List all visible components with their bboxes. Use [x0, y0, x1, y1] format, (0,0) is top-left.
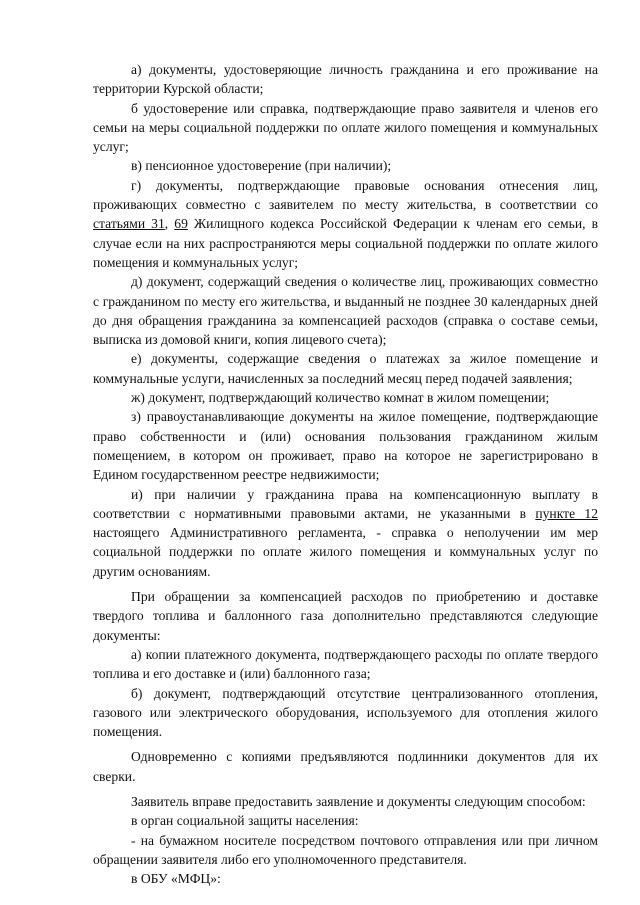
paragraph-submission-methods: Заявитель вправе предоставить заявление и документы следующим способом:	[131, 793, 586, 809]
paragraph-i-text-end: настоящего Административного регламента, - справка о неполучении им мер социальной поддержки по оплате жилого помещения и коммунальных услуг по другим основаниям.	[93, 525, 598, 579]
paragraph-zh-rooms-count: ж) документ, подтверждающий количество комнат в жилом помещении;	[131, 390, 550, 406]
document-body	[93, 60, 598, 888]
paragraph-a-payment-document: а) копии платежного документа, подтверждающего расходы по оплате твердого топлива и его доставке и (или) баллонного газа;	[93, 646, 598, 682]
paragraph-b-certificate: б удостоверение или справка, подтверждающие право заявителя и членов его семьи на меры социальной поддержки по оплате жилого помещения и коммунальных услуг;	[93, 100, 598, 155]
paragraph-fuel-compensation: При обращении за компенсацией расходов по приобретению и доставке твердого топлива и баллонного газа дополнительно представляются следующие документы:	[93, 589, 598, 643]
paragraph-i-non-receipt-certificate	[93, 485, 598, 581]
paragraph-originals: Одновременно с копиями предъявляются подлинники документов для их сверки.	[93, 749, 598, 784]
paragraph-g-family-members	[93, 176, 598, 272]
paragraph-d-residents-count: д) документ, содержащий сведения о количестве лиц, проживающих совместно с гражданином по месту его жительства, и выданный не позднее 30 календарных дней до дня обращения гражданина за компенсацией расходов (справка о составе семьи, выписка из домовой книги, копия лицевого счета);	[93, 274, 598, 348]
paragraph-g-text-separator: ,	[164, 216, 175, 232]
paragraph-i-text-start: и) при наличии у гражданина права на компенсационную выплату в соответствии с нормативными правовыми актами, не указанными в	[93, 486, 598, 521]
paragraph-b-no-central-heating: б) документ, подтверждающий отсутствие централизованного отопления, газового или электрического оборудования, используемого для отопления жилого помещения.	[93, 685, 598, 740]
paragraph-g-text-end: Жилищного кодекса Российской Федерации к членам его семьи, в случае если на них распространяются меры социальной поддержки по оплате жилого помещения и коммунальных услуг;	[93, 216, 599, 270]
paragraph-e-payments: е) документы, содержащие сведения о платежах за жилое помещение и коммунальные услуги, начисленных за последний месяц перед подачей заявления;	[93, 351, 598, 386]
paragraph-v-pension-certificate: в) пенсионное удостоверение (при наличии);	[131, 158, 392, 174]
paragraph-paper-submission: - на бумажном носителе посредством почтового отправления или при личном обращении заявителя либо его уполномоченного представителя.	[93, 832, 598, 867]
clause-12-link[interactable]: пункте 12	[535, 505, 598, 521]
paragraph-z-title-documents: з) правоустанавливающие документы на жилое помещение, подтверждающие право собственности и (или) основания пользования гражданином жилым помещением, в котором он проживает, право на которое не зарегистрировано в Едином государственном реестре недвижимости;	[93, 409, 598, 483]
paragraph-mfc: в ОБУ «МФЦ»:	[131, 871, 221, 887]
paragraph-g-text-start: г) документы, подтверждающие правовые основания отнесения лиц, проживающих совместно с заявителем по месту жительства, в соответствии со	[93, 177, 598, 213]
paragraph-a-identity-documents: а) документы, удостоверяющие личность гражданина и его проживание на территории Курской области;	[93, 62, 598, 97]
housing-code-article-69-link[interactable]: 69	[174, 216, 188, 232]
paragraph-social-protection-body: в орган социальной защиты населения:	[131, 813, 359, 829]
housing-code-articles-link[interactable]: статьями 31	[93, 216, 165, 232]
